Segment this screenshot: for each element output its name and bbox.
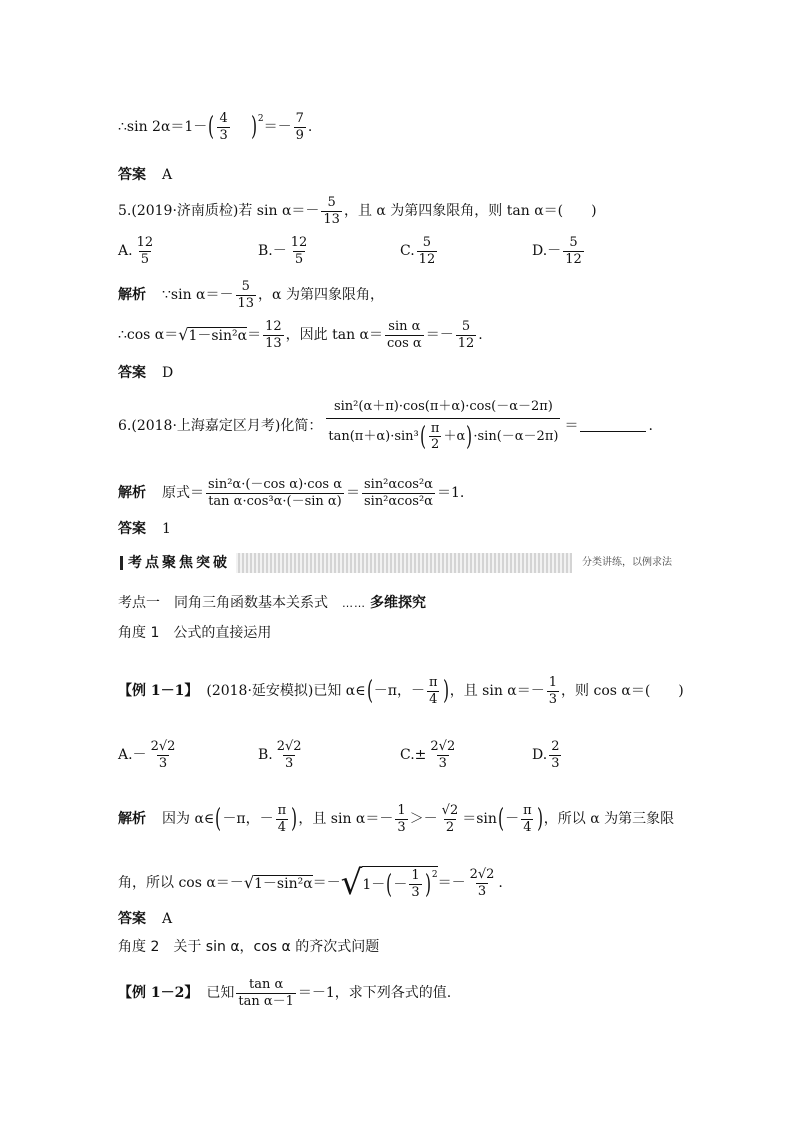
sqrt: √ 1－ ( － $\frac{1}{3}$ ) 2 [340,863,438,903]
question-5-options [118,236,586,266]
angle-1-heading: 角度 1 公式的直接运用 [118,625,272,641]
answer-line: 答案 A [118,167,173,183]
option-b: B.－ $\frac{12}{5}$ [258,235,308,267]
solution-1-1-line-2: 角，所以 cos α＝－ √ 1－sin²α ＝－ √ 1－ ( － $\frac{1}{3}$ ) 2 ＝－ $\frac{2√2}{3}$ . [118,863,503,903]
solution-5-line-2: ∴cos α＝ √ 1－sin²α ＝ $\frac{12}{13}$ ，因此 tan α＝ $\frac{\text{sin α}}{\text{cos α}}$ ＝－ $\frac{5}{12}$ . [118,319,483,351]
option-d: D.－ $\frac{5}{12}$ [532,235,582,267]
example-1-1-options [118,740,563,770]
fraction: $\frac{7}{9}$ [295,111,304,143]
answer-blank [580,419,646,432]
fraction: $\frac{4}{3}$ [219,111,228,143]
question-6: 6.(2018·上海嘉定区月考)化简： sin²(α＋π)·cos(π＋α)·cos(－α－2π) tan(π＋α)·sin³ ( $\frac{\pi}{2}$ ＋α ) ·sin(－α－2π) ＝ . [118,399,653,453]
solution-line-sin2a: ∴sin 2α＝1－ ( $\frac{4}{3}$ ) 2 ＝－ $\frac{7}{9}$ . [118,111,313,143]
knowledge-point-1: 考点一 同角三角函数基本关系式 …… 多维探究 [118,595,426,611]
question-5: 5.(2019·济南质检)若 sin α＝－ $\frac{5}{13}$ ，且 α 为第四象限角，则 tan α＝( ) [118,195,597,227]
option-a: A.－ $\frac{2√2}{3}$ [118,739,176,771]
angle-2-heading: 角度 2 关于 sin α，cos α 的齐次式问题 [118,939,380,955]
solution-5-line-1: 解析 ∵sin α＝－ $\frac{5}{13}$ ，α 为第四象限角， [118,279,384,311]
solution-6: 解析 原式＝ $\frac{\text{sin²α·(－cos α)·cos α}}{\text{tan α·cos³α·(－sin α)}}$ ＝ $\frac{\text{sin²αcos²α}}{\text{sin²αcos²α}}$ ＝1. [118,477,465,509]
sqrt: √ 1－sin²α [178,325,248,345]
option-c: C. $\frac{5}{12}$ [400,235,436,267]
example-1-1: 【例 1－1】 (2018·延安模拟)已知 α∈ ( －π，－ $\frac{\pi}{4}$ ) ，且 sin α＝－ $\frac{1}{3}$ ，则 cos α＝( ) [118,675,684,707]
answer-line: 答案 A [118,911,173,927]
answer-line: 答案 D [118,365,174,381]
section-header-bar [118,553,678,573]
section-subtitle: 分类讲练，以例求法 [572,553,678,573]
option-b: B. $\frac{2√2}{3}$ [258,739,302,771]
fraction: sin²(α＋π)·cos(π＋α)·cos(－α－2π) tan(π＋α)·sin³ ( $\frac{\pi}{2}$ ＋α ) ·sin(－α－2π) [328,399,559,453]
section-title: 考点聚焦突破 [118,553,236,573]
example-1-2: 【例 1－2】 已知 $\frac{\text{tan α}}{\text{tan α－1}}$ ＝－1，求下列各式的值. [118,977,452,1009]
solution-1-1-line-1: 解析 因为 α∈ ( －π，－ $\frac{\pi}{4}$ ) ，且 sin α＝－ $\frac{1}{3}$ ＞－ $\frac{√2}{2}$ ＝sin ( － $\frac{\pi}{4}$ ) ，所以 α 为第三象限 [118,803,675,835]
option-a: A. $\frac{12}{5}$ [118,235,154,267]
option-c: C.± $\frac{2√2}{3}$ [400,739,456,771]
option-d: D. $\frac{2}{3}$ [532,739,560,771]
fraction: $\frac{5}{13}$ [323,195,340,227]
answer-line: 答案 1 [118,521,171,537]
sqrt: √ 1－sin²α [243,873,313,892]
